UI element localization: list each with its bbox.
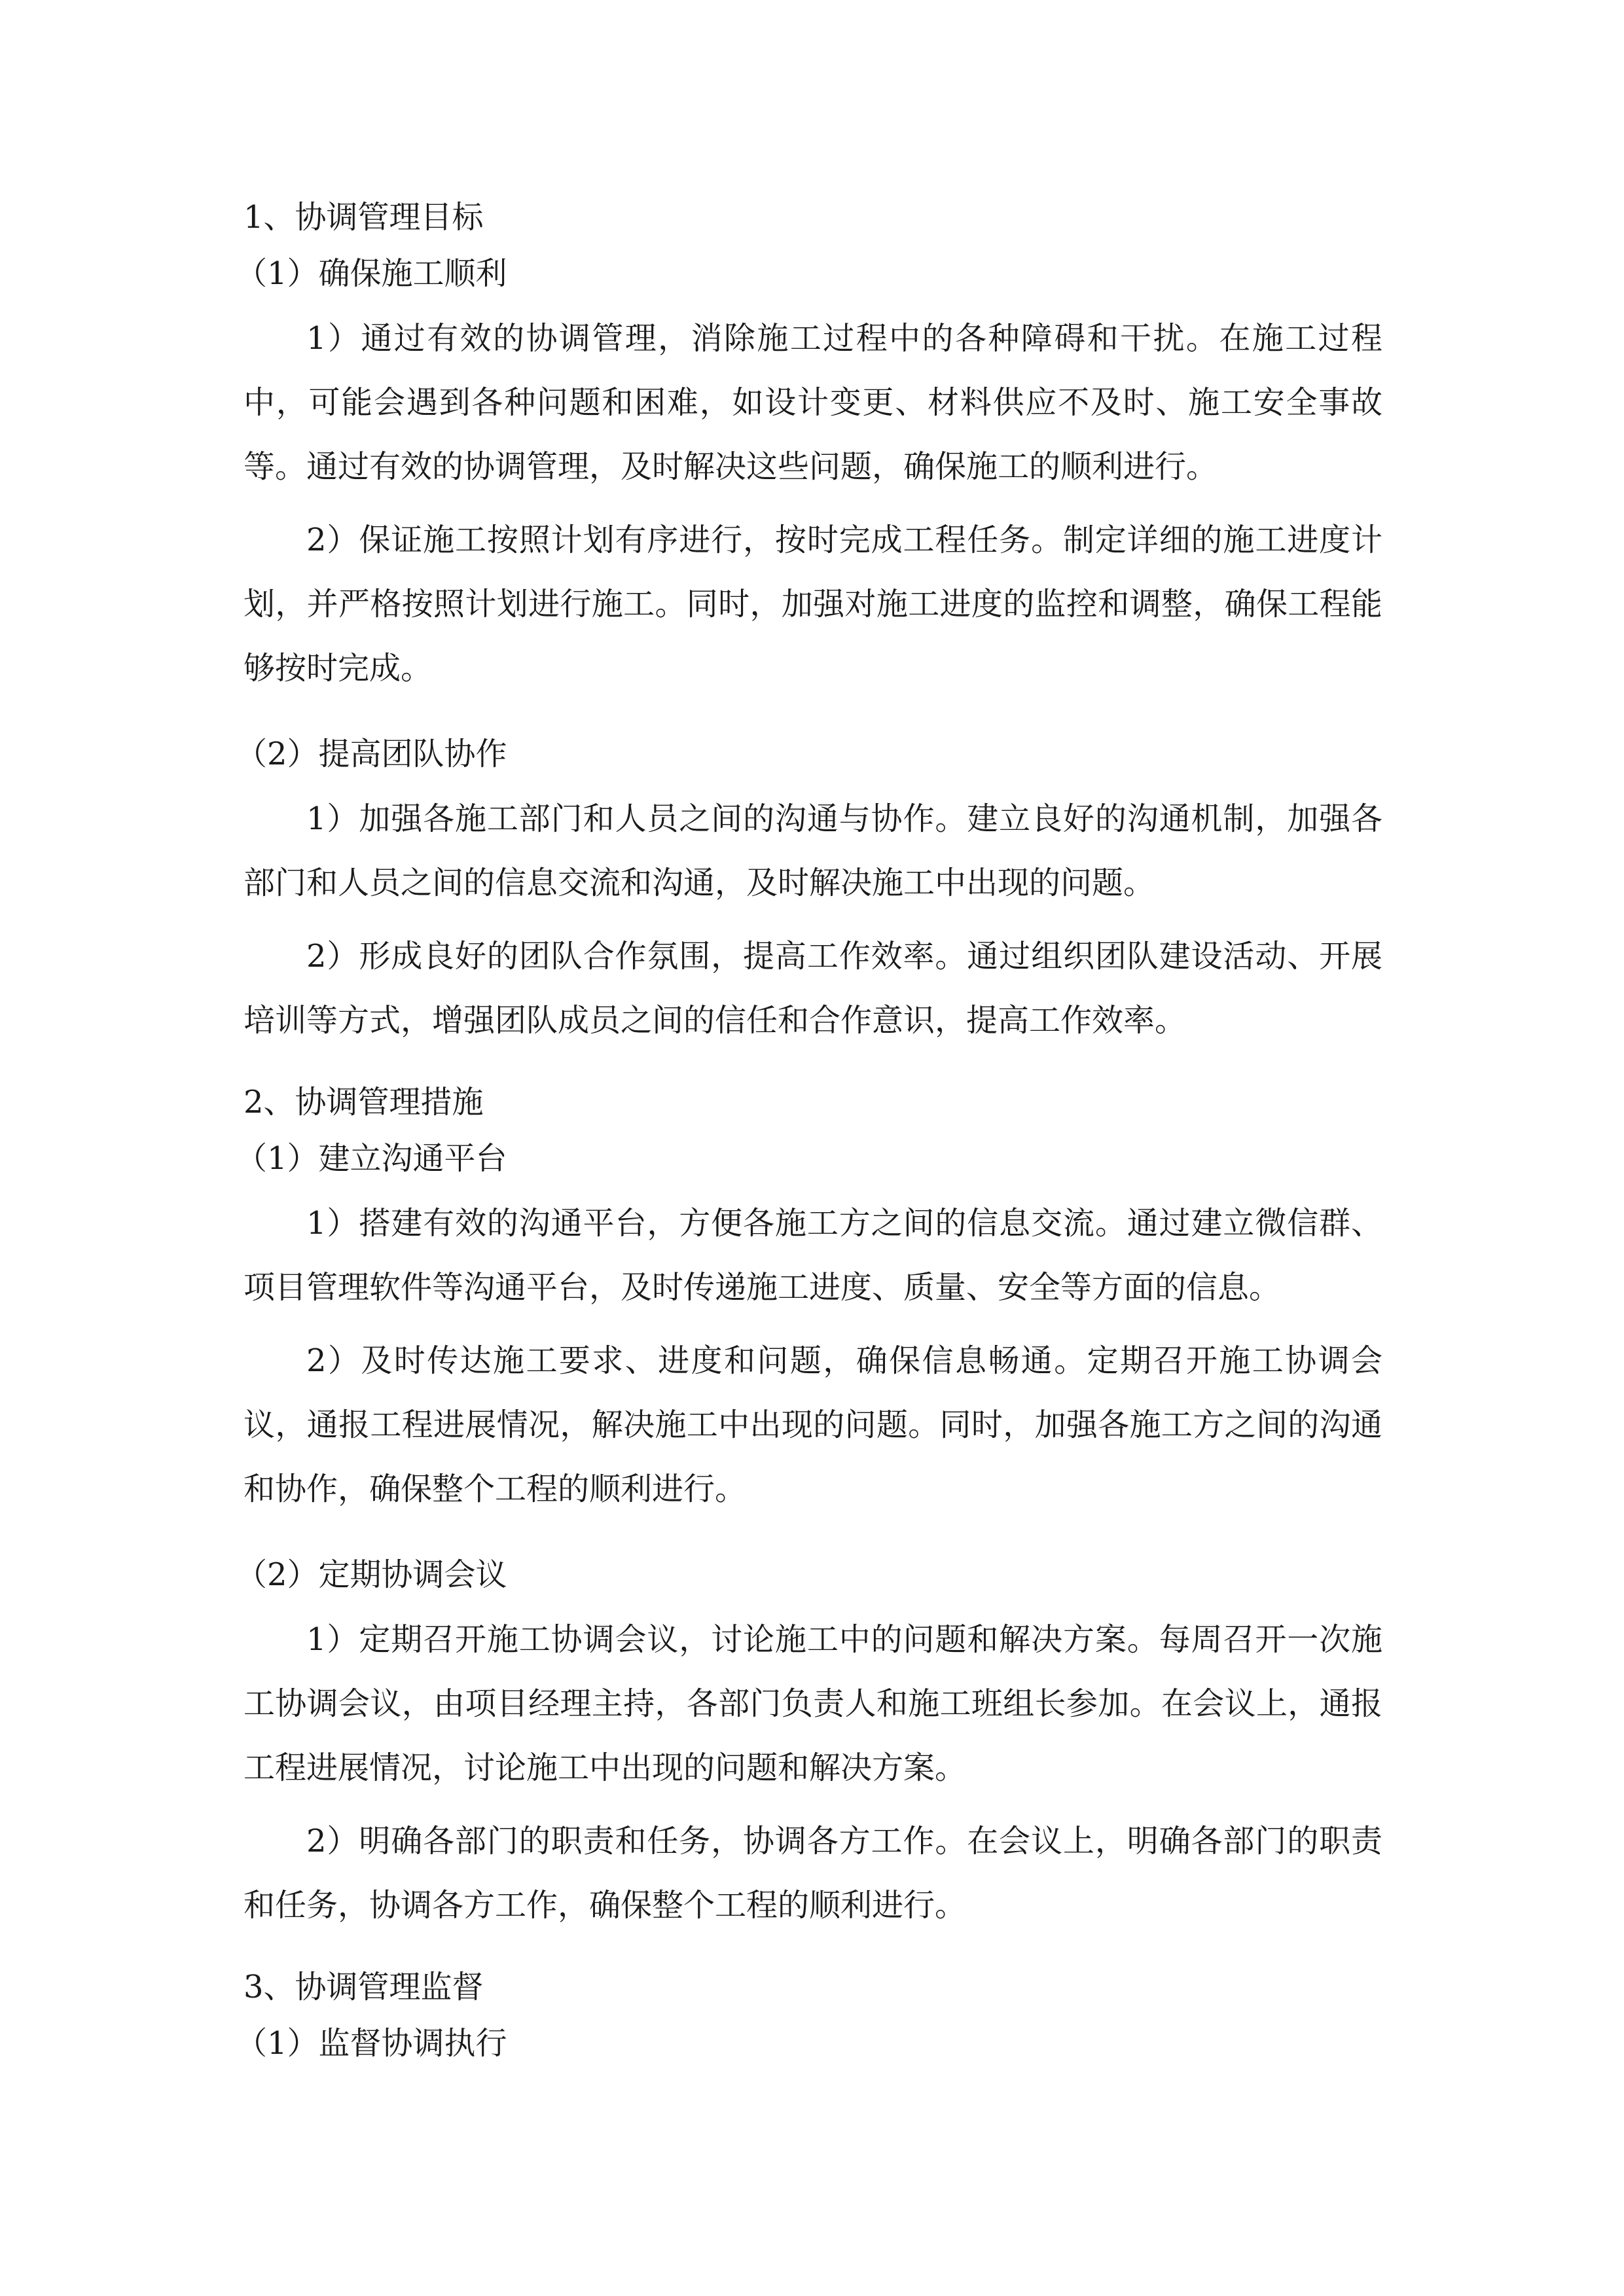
section-heading-2: 2、协调管理措施	[244, 1084, 484, 1121]
subsection-heading-1-1: （1）确保施工顺利	[236, 255, 507, 292]
paragraph-2-2-2: 2）明确各部门的职责和任务，协调各方工作。在会议上，明确各部门的职责和任务，协调各方工作，确保整个工程的顺利进行。	[244, 1823, 1382, 1924]
paragraph-1-1-1: 1）通过有效的协调管理，消除施工过程中的各种障碍和干扰。在施工过程中，可能会遇到各种问题和困难，如设计变更、材料供应不及时、施工安全事故等。通过有效的协调管理，及时解决这些问题，确保施工的顺利进行。	[244, 320, 1382, 485]
paragraph-1-1-2: 2）保证施工按照计划有序进行，按时完成工程任务。制定详细的施工进度计划，并严格按照计划进行施工。同时，加强对施工进度的监控和调整，确保工程能够按时完成。	[244, 522, 1382, 687]
subsection-heading-1-2: （2）提高团队协作	[236, 736, 507, 772]
paragraph-1-2-1: 1）加强各施工部门和人员之间的沟通与协作。建立良好的沟通机制，加强各部门和人员之间的信息交流和沟通，及时解决施工中出现的问题。	[244, 800, 1382, 901]
section-heading-3: 3、协调管理监督	[244, 1969, 484, 2005]
paragraph-2-2-1: 1）定期召开施工协调会议，讨论施工中的问题和解决方案。每周召开一次施工协调会议，由项目经理主持，各部门负责人和施工班组长参加。在会议上，通报工程进展情况，讨论施工中出现的问题和解决方案。	[244, 1621, 1382, 1786]
document-body	[236, 194, 1382, 2067]
paragraph-1-2-2: 2）形成良好的团队合作氛围，提高工作效率。通过组织团队建设活动、开展培训等方式，增强团队成员之间的信任和合作意识，提高工作效率。	[244, 938, 1382, 1039]
paragraph-2-1-2: 2）及时传达施工要求、进度和问题，确保信息畅通。定期召开施工协调会议，通报工程进展情况，解决施工中出现的问题。同时，加强各施工方之间的沟通和协作，确保整个工程的顺利进行。	[244, 1342, 1382, 1507]
subsection-heading-2-2: （2）定期协调会议	[236, 1556, 507, 1593]
section-heading-1: 1、协调管理目标	[244, 199, 484, 236]
subsection-heading-3-1: （1）监督协调执行	[236, 2025, 507, 2062]
paragraph-2-1-1: 1）搭建有效的沟通平台，方便各施工方之间的信息交流。通过建立微信群、项目管理软件等沟通平台，及时传递施工进度、质量、安全等方面的信息。	[244, 1205, 1382, 1306]
subsection-heading-2-1: （1）建立沟通平台	[236, 1140, 507, 1177]
